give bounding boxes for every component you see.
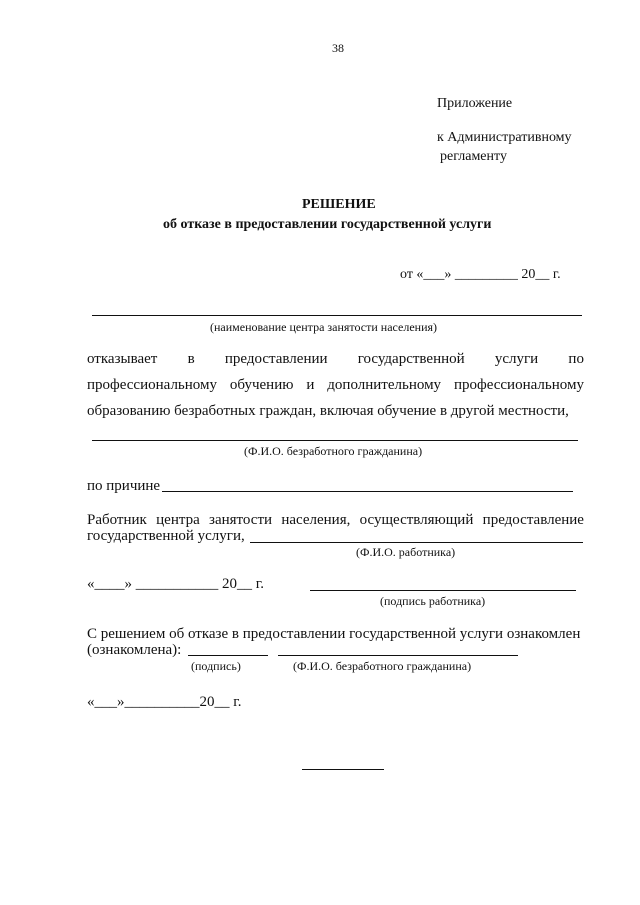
acquainted-signature-caption: (подпись) [191,659,241,673]
worker-fio-caption: (Ф.И.О. работника) [356,545,456,559]
appendix-reference-line2: регламенту [440,149,507,164]
document-subtitle: об отказе в предоставлении государственной услуги [163,217,492,232]
appendix-label: Приложение [437,96,513,111]
worker-line-1 [87,513,584,528]
worker-word: предоставление [482,512,584,528]
body-word: в [187,351,195,367]
body-word: дополнительному [327,377,442,393]
reason-line [162,491,573,492]
worker-word: центра [156,512,200,528]
worker-word: населения, [281,512,351,528]
acquainted-line-1: С решением об отказе в предоставлении государственной услуги ознакомлен [87,626,581,642]
body-word: государственной [357,351,465,367]
employment-center-name-line [92,315,582,316]
acquainted-signature-line [188,655,268,656]
worker-word: осуществляющий [359,512,474,528]
body-word: услуги [494,351,539,367]
body-line-1 [87,352,584,367]
worker-word: занятости [209,512,273,528]
body-word: и [306,377,315,393]
document-title: РЕШЕНИЕ [302,197,376,212]
worker-date: «____» ___________ 20__ г. [87,576,264,592]
body-word: обучению [229,377,294,393]
body-line-2 [87,378,584,393]
page-number: 38 [332,41,344,55]
body-word: профессиональному [453,377,584,393]
decision-date: от «___» _________ 20__ г. [400,267,561,282]
worker-fio-line [250,542,583,543]
acquainted-fio-caption: (Ф.И.О. безработного гражданина) [293,659,472,673]
body-line-3: образованию безработных граждан, включая обучение в другой местности, [87,403,569,419]
body-word: по [568,351,584,367]
worker-word: Работник [87,512,147,528]
acquainted-line-2: (ознакомлена): [87,642,182,658]
worker-signature-line [310,590,576,591]
reason-label: по причине [87,478,161,494]
body-word: отказывает [87,351,158,367]
citizen-fio-line [92,440,578,441]
body-word: профессиональному [87,377,217,393]
closing-separator [302,769,384,770]
body-word: предоставлении [224,351,328,367]
citizen-fio-caption: (Ф.И.О. безработного гражданина) [244,444,423,458]
worker-signature-caption: (подпись работника) [380,594,486,608]
worker-line-2: государственной услуги, [87,528,245,544]
appendix-reference-line1: к Административному [437,130,572,145]
employment-center-caption: (наименование центра занятости населения) [210,320,438,334]
acquainted-fio-line [278,655,518,656]
final-date: «___»__________20__ г. [87,694,242,710]
